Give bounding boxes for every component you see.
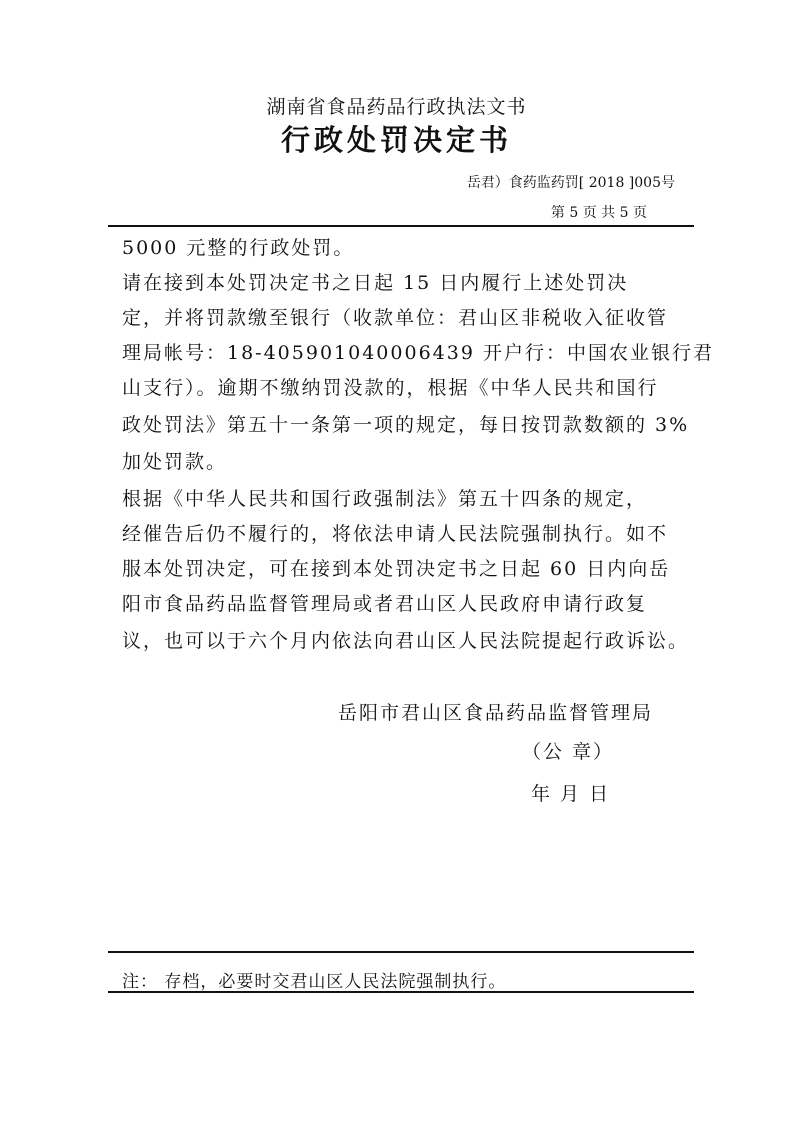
document-number: 岳君）食药监药罚[ 2018 ]005号 — [466, 175, 675, 191]
body-line-4: 理局帐号：18-405901040006439 开户行：中国农业银行君 — [122, 342, 714, 364]
body-line-2: 请在接到本处罚决定书之日起 15 日内履行上述处罚决 — [122, 272, 629, 294]
footer-note: 注： 存档，必要时交君山区人民法院强制执行。 — [122, 972, 507, 992]
footer-top-divider — [108, 951, 694, 953]
body-line-8: 根据《中华人民共和国行政强制法》第五十四条的规定， — [122, 488, 648, 510]
body-line-10: 服本处罚决定，可在接到本处罚决定书之日起 60 日内向岳 — [122, 558, 671, 580]
signature-date: 年 月 日 — [531, 783, 611, 805]
document-title: 行政处罚决定书 — [280, 123, 512, 157]
body-line-9: 经催告后仍不履行的，将依法申请人民法院强制执行。如不 — [122, 523, 669, 545]
body-line-5: 山支行）。逾期不缴纳罚没款的，根据《中华人民共和国行 — [122, 377, 659, 399]
body-line-1: 5000 元整的行政处罚。 — [122, 237, 355, 259]
official-seal-label: （公 章） — [522, 741, 615, 763]
page-number: 第 5 页 共 5 页 — [550, 205, 647, 221]
body-line-12: 议，也可以于六个月内依法向君山区人民法院提起行政诉讼。 — [122, 630, 690, 652]
body-line-3: 定，并将罚款缴至银行（收款单位：君山区非税收入征收管 — [122, 307, 669, 329]
body-line-11: 阳市食品药品监督管理局或者君山区人民政府申请行政复 — [122, 593, 648, 615]
body-line-6: 政处罚法》第五十一条第一项的规定，每日按罚款数额的 3% — [122, 414, 690, 436]
header-divider — [108, 225, 694, 227]
body-line-7: 加处罚款。 — [122, 451, 228, 473]
issuing-agency: 岳阳市君山区食品药品监督管理局 — [338, 702, 654, 724]
document-series-title: 湖南省食品药品行政执法文书 — [266, 96, 527, 118]
footer-bottom-divider — [108, 991, 694, 993]
